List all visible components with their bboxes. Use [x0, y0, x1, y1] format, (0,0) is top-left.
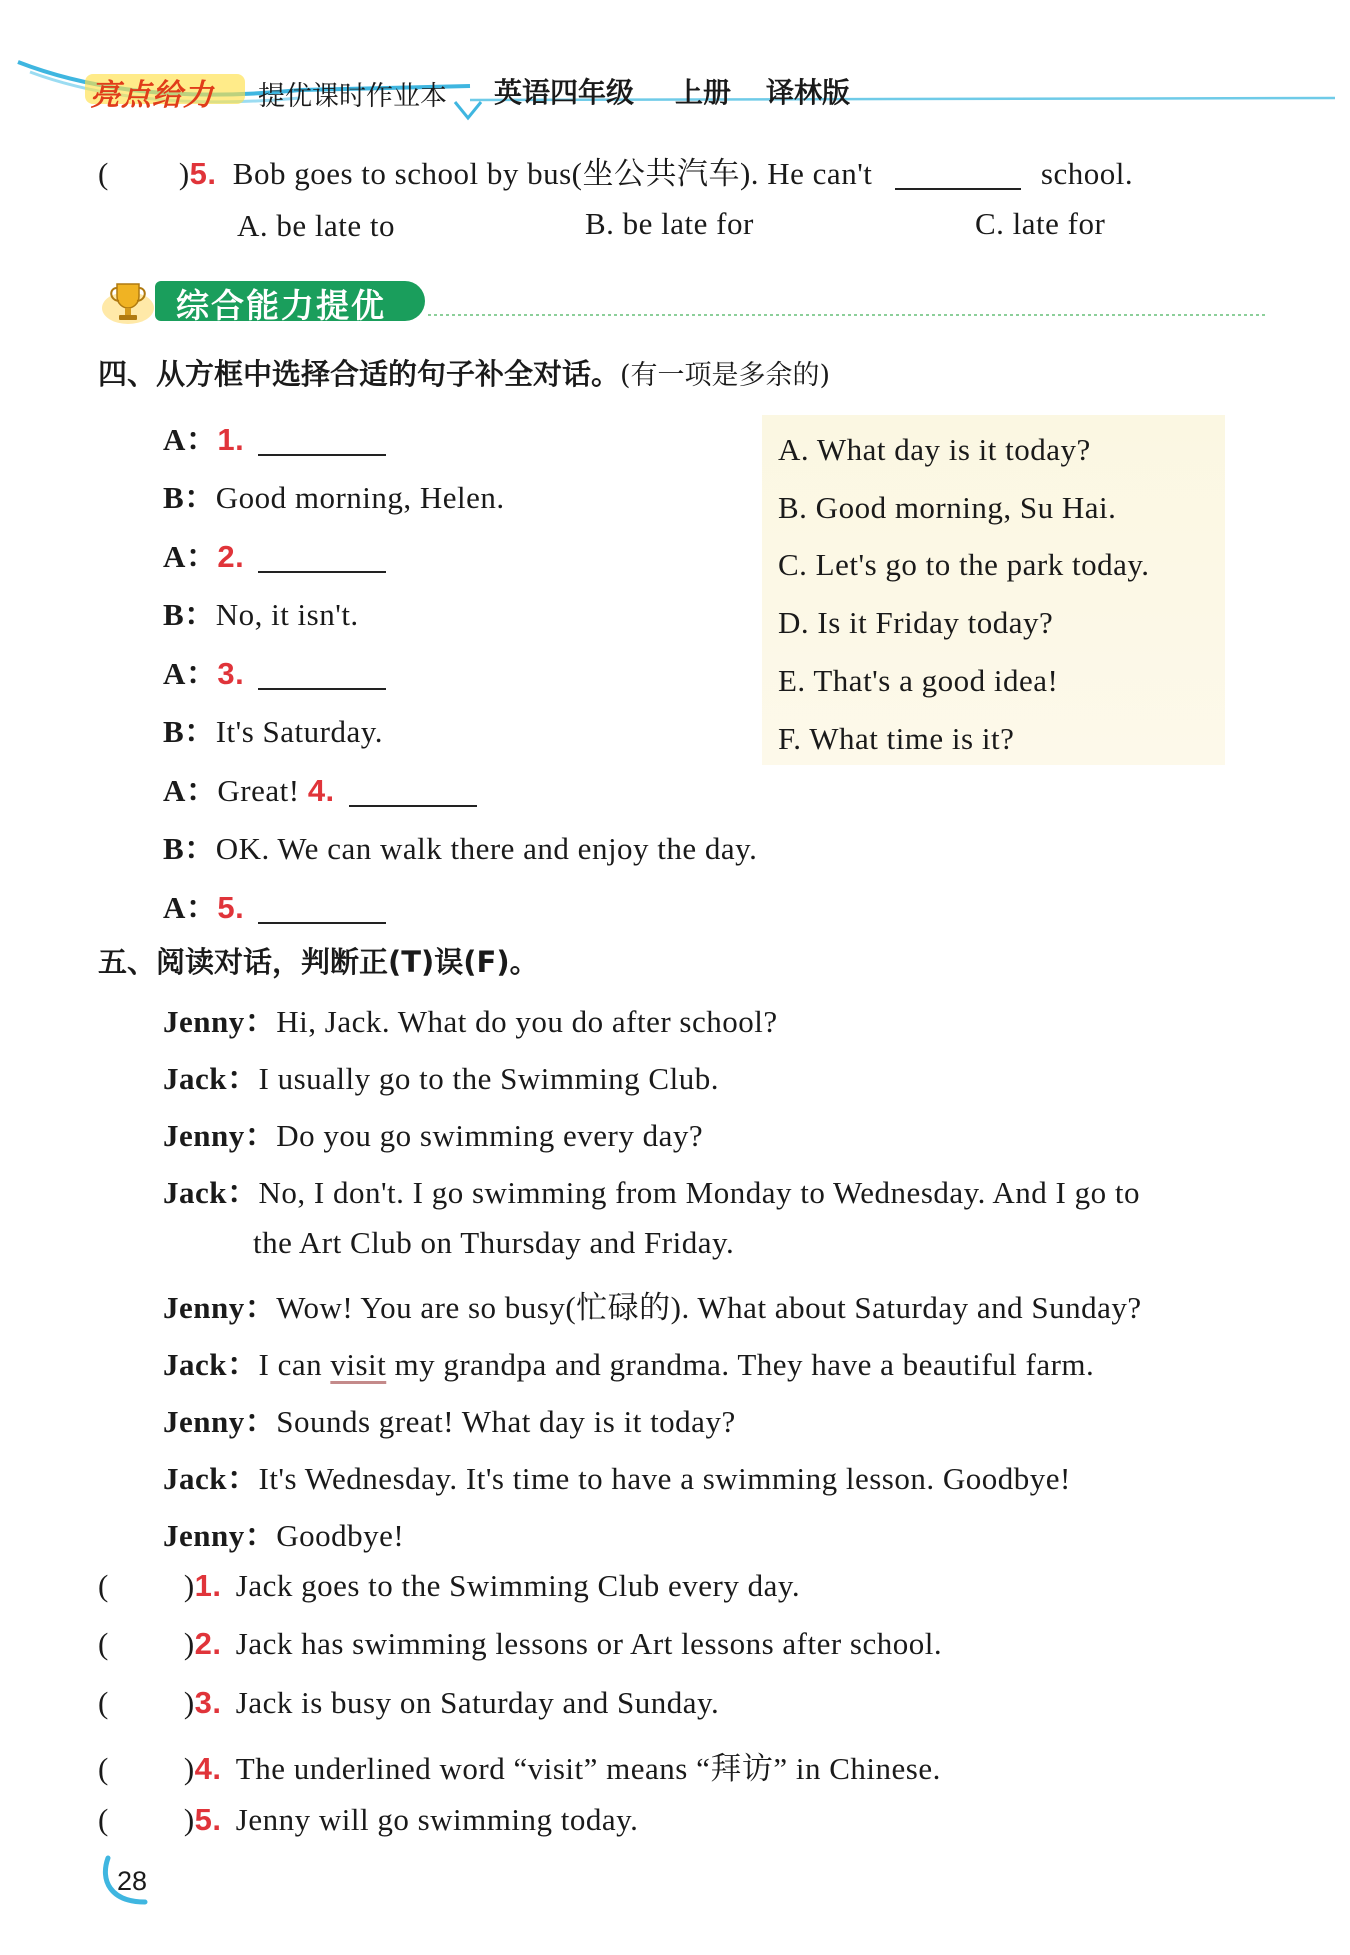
answer-blank[interactable]: [258, 570, 386, 573]
line-text: It's Saturday.: [215, 714, 383, 749]
speaker: Jack：: [163, 1061, 259, 1096]
question-number: 2.: [194, 1626, 222, 1661]
dialogue-line-8: [163, 823, 757, 868]
dialogue-line-9: [163, 882, 386, 927]
section-5-title: 五、阅读对话，判断正(T)误(F)。: [98, 945, 539, 979]
section-4-note: (有一项是多余的): [620, 360, 831, 391]
choice-d: D. Is it Friday today?: [778, 605, 1054, 640]
dialogue-line-2: [163, 472, 505, 517]
speaker: B：: [163, 831, 216, 866]
answer-paren[interactable]: ( ): [98, 1626, 195, 1661]
banner-title: 综合能力提优: [176, 286, 386, 325]
speaker: B：: [163, 597, 216, 632]
answer-blank[interactable]: [258, 687, 386, 690]
line-text: No, I don't. I go swimming from Monday to Wednesday. And I go to: [258, 1175, 1140, 1210]
answer-blank[interactable]: [258, 921, 386, 924]
reading-line-6: [163, 1339, 1094, 1384]
blank-number: 5.: [217, 890, 245, 925]
question-text: The underlined word “visit” means “拜访” in Chinese.: [235, 1751, 941, 1786]
reading-line-8: [163, 1453, 1071, 1498]
line-text: Sounds great! What day is it today?: [276, 1404, 736, 1439]
line-text: OK. We can walk there and enjoy the day.: [215, 831, 758, 866]
banner-dotted-line: [428, 313, 1268, 317]
reading-line-3: [163, 1110, 703, 1155]
header-edition: 译林版: [766, 76, 851, 109]
speaker: Jenny：: [163, 1290, 277, 1325]
speaker: Jenny：: [163, 1118, 277, 1153]
line-text: Do you go swimming every day?: [276, 1118, 704, 1153]
answer-paren[interactable]: ( ): [98, 1685, 195, 1720]
dialogue-line-3: [163, 531, 386, 576]
choice-a: A. What day is it today?: [778, 432, 1091, 467]
speaker: Jack：: [163, 1461, 259, 1496]
option-c[interactable]: C. late for: [975, 206, 1106, 241]
question-number: 5.: [189, 156, 217, 191]
line-text: Wow! You are so busy(忙碌的). What about Saturday and Sunday?: [276, 1290, 1142, 1325]
section-4-title-text: 四、从方框中选择合适的句子补全对话。: [98, 357, 621, 391]
answer-paren[interactable]: ( ): [98, 1802, 195, 1837]
dialogue-line-5: [163, 648, 386, 693]
option-a[interactable]: A. be late to: [237, 208, 396, 243]
reading-line-7: [163, 1396, 736, 1441]
page-number: 28: [117, 1866, 148, 1896]
header-subject: 英语四年级: [494, 76, 635, 109]
speaker: A：: [163, 773, 218, 808]
choice-e: E. That's a good idea!: [778, 663, 1059, 698]
reading-line-2: [163, 1053, 719, 1098]
question-number: 3.: [194, 1685, 222, 1720]
answer-blank[interactable]: [349, 804, 477, 807]
choice-f: F. What time is it?: [778, 721, 1015, 756]
speaker: A：: [163, 422, 218, 457]
question-stem-end: school.: [1040, 156, 1134, 191]
reading-line-4-cont: [253, 1225, 734, 1261]
line-text: my grandpa and grandma. They have a beautiful farm.: [386, 1347, 1095, 1382]
header-logo: 亮点给力: [90, 78, 214, 113]
tf-question-2: [98, 1626, 942, 1662]
reading-line-1: [163, 996, 778, 1041]
question-number: 4.: [194, 1751, 222, 1786]
line-text: Great!: [217, 773, 300, 808]
speaker: Jenny：: [163, 1004, 277, 1039]
blank-number: 3.: [217, 656, 245, 691]
trophy-icon: [100, 278, 156, 326]
speaker: B：: [163, 714, 216, 749]
line-text: I can: [258, 1347, 331, 1382]
question-text: Jack goes to the Swimming Club every day.: [235, 1568, 801, 1603]
answer-paren[interactable]: ( ): [98, 1751, 195, 1786]
header-series: 提优课时作业本: [258, 81, 447, 112]
dialogue-line-4: [163, 589, 359, 634]
dialogue-line-7: [163, 765, 477, 810]
choice-b: B. Good morning, Su Hai.: [778, 490, 1117, 525]
question-number: 5.: [194, 1802, 222, 1837]
line-text: Hi, Jack. What do you do after school?: [276, 1004, 778, 1039]
paren-close: ): [178, 156, 190, 191]
header-volume: 上册: [675, 76, 732, 109]
dialogue-line-6: [163, 706, 383, 751]
reading-line-4: [163, 1167, 1140, 1212]
speaker: A：: [163, 539, 218, 574]
reading-line-5: [163, 1282, 1142, 1327]
speaker: A：: [163, 890, 218, 925]
reading-line-9: [163, 1510, 404, 1555]
question-number: 1.: [194, 1568, 222, 1603]
blank-number: 1.: [217, 422, 245, 457]
section-4-title: [98, 352, 830, 393]
speaker: Jenny：: [163, 1404, 277, 1439]
line-text: No, it isn't.: [215, 597, 359, 632]
line-text: It's Wednesday. It's time to have a swimming lesson. Goodbye!: [258, 1461, 1071, 1496]
answer-blank[interactable]: [258, 453, 386, 456]
question-stem: Bob goes to school by bus(坐公共汽车). He can't: [232, 156, 873, 191]
q5-prev-row: [98, 148, 1133, 193]
speaker: Jack：: [163, 1347, 259, 1382]
line-text: the Art Club on Thursday and Friday.: [253, 1225, 735, 1260]
dialogue-line-1: [163, 414, 386, 459]
tf-question-5: [98, 1802, 638, 1838]
tf-question-1: [98, 1568, 800, 1604]
blank-number: 4.: [307, 773, 335, 808]
question-text: Jack has swimming lessons or Art lessons after school.: [235, 1626, 943, 1661]
blank-number: 2.: [217, 539, 245, 574]
line-text: Good morning, Helen.: [215, 480, 505, 515]
underlined-word: visit: [330, 1347, 387, 1382]
question-text: Jack is busy on Saturday and Sunday.: [235, 1685, 720, 1720]
line-text: I usually go to the Swimming Club.: [258, 1061, 719, 1096]
paren-open: (: [98, 156, 109, 191]
tf-question-4: [98, 1743, 941, 1788]
speaker: Jack：: [163, 1175, 259, 1210]
speaker: A：: [163, 656, 218, 691]
tf-question-3: [98, 1685, 719, 1721]
speaker: Jenny：: [163, 1518, 277, 1553]
choice-c: C. Let's go to the park today.: [778, 547, 1150, 582]
answer-paren[interactable]: ( ): [98, 1568, 195, 1603]
line-text: Goodbye!: [276, 1518, 405, 1553]
question-text: Jenny will go swimming today.: [235, 1802, 639, 1837]
speaker: B：: [163, 480, 216, 515]
answer-blank[interactable]: [895, 187, 1021, 190]
option-b[interactable]: B. be late for: [585, 206, 754, 241]
